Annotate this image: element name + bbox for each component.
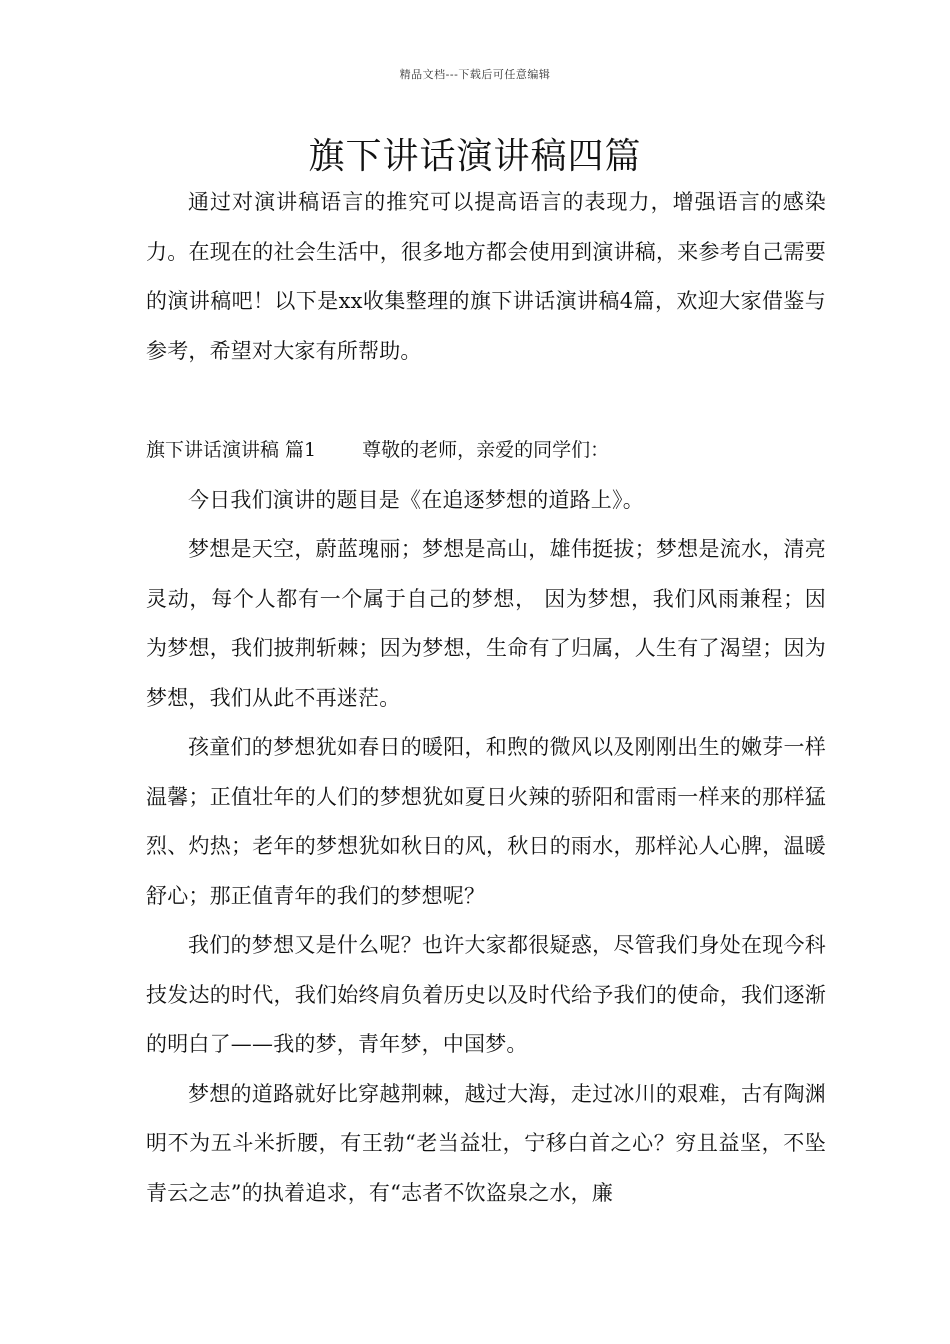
body-paragraph: 梦想是天空，蔚蓝瑰丽；梦想是高山，雄伟挺拔；梦想是流水，清亮灵动，每个人都有一个属于自己的梦想， 因为梦想，我们风雨兼程；因为梦想，我们披荆斩棘；因为梦想，生命有了归属，人生有了渴望；因为梦想，我们从此不再迷茫。: [146, 537, 826, 710]
section-heading: 旗下讲话演讲稿 篇1: [146, 439, 317, 461]
header-note: 精品文档---下载后可任意编辑: [399, 68, 551, 81]
body-paragraph: 孩童们的梦想犹如春日的暖阳，和煦的微风以及刚刚出生的嫩芽一样温馨；正值壮年的人们的梦想犹如夏日火辣的骄阳和雷雨一样来的那样猛烈、灼热；老年的梦想犹如秋日的风，秋日的雨水，那样沁人心脾，温暖舒心；那正值青年的我们的梦想呢？: [146, 735, 826, 908]
paragraph-spacer: [146, 376, 826, 426]
document-body: [146, 178, 826, 1218]
intro-paragraph: 通过对演讲稿语言的推究可以提高语言的表现力，增强语言的感染力。在现在的社会生活中，很多地方都会使用到演讲稿，来参考自己需要的演讲稿吧！以下是xx收集整理的旗下讲话演讲稿4篇，欢迎大家借鉴与参考，希望对大家有所帮助。: [146, 190, 826, 363]
body-paragraph: 今日我们演讲的题目是《在追逐梦想的道路上》。: [188, 487, 644, 512]
body-paragraph: 梦想的道路就好比穿越荆棘，越过大海，走过冰川的艰难，古有陶渊明不为五斗米折腰，有王勃“老当益壮，宁移白首之心？穷且益坚，不坠青云之志”的执着追求，有“志者不饮盗泉之水，廉: [146, 1081, 826, 1205]
section-heading-line: [146, 426, 826, 476]
body-paragraph: 我们的梦想又是什么呢？也许大家都很疑惑，尽管我们身处在现今科技发达的时代，我们始终肩负着历史以及时代给予我们的使命，我们逐渐的明白了——我的梦，青年梦，中国梦。: [146, 933, 826, 1056]
section-greeting: 尊敬的老师，亲爱的同学们：: [362, 439, 610, 461]
document-title: 旗下讲话演讲稿四篇: [308, 136, 642, 177]
